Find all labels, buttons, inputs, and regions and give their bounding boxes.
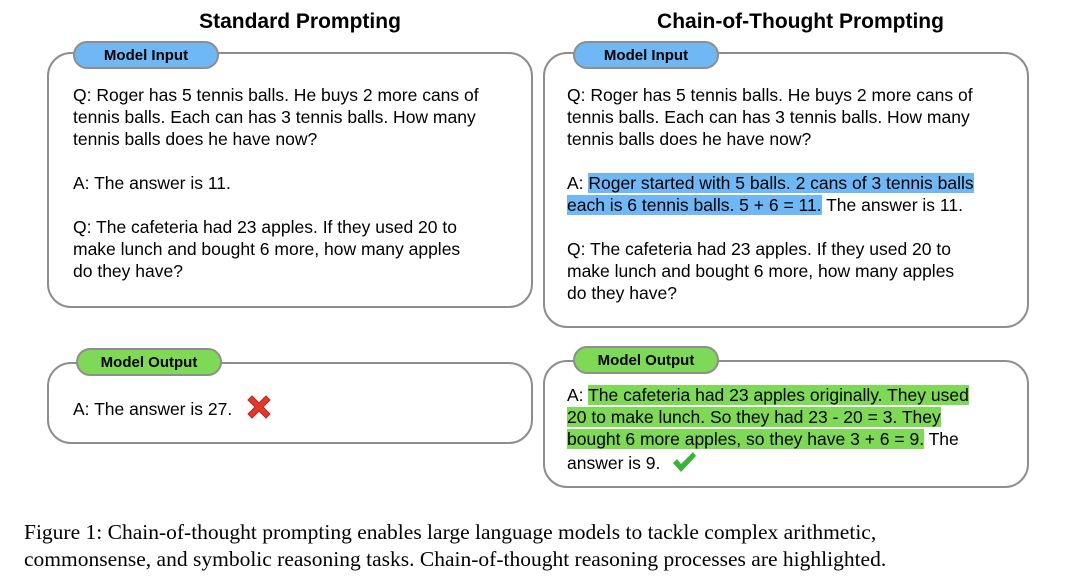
cot-q2-line: make lunch and bought 6 more, how many apples <box>567 261 955 281</box>
standard-output-answer: A: The answer is 27. <box>73 399 233 420</box>
checkmark-icon <box>671 450 697 479</box>
cot-q1-line: tennis balls does he have now? <box>567 129 812 149</box>
cot-output-prefix: A: <box>567 385 589 405</box>
cot-output-line <box>567 384 969 406</box>
standard-output-tag: Model Output <box>76 348 222 376</box>
caption-line: commonsense, and symbolic reasoning tasks. Chain-of-thought reasoning processes are highlighted. <box>24 547 887 571</box>
cot-a1-line <box>567 194 974 216</box>
cot-output-text <box>567 384 969 479</box>
cot-output-line <box>567 450 969 479</box>
cross-icon <box>243 391 275 430</box>
standard-prompting-title: Standard Prompting <box>199 10 401 33</box>
cot-q2-line: do they have? <box>567 283 677 303</box>
cot-output-tag: Model Output <box>573 346 719 374</box>
cot-a1-prefix: A: <box>567 173 589 193</box>
cot-output-reasoning-highlight: bought 6 more apples, so they have 3 + 6 = 9. <box>567 429 925 449</box>
caption-line: Figure 1: Chain-of-thought prompting enables large language models to tackle complex arithmetic, <box>24 520 877 544</box>
standard-q1-line: tennis balls does he have now? <box>73 129 318 149</box>
cot-output-suffix: The <box>924 429 959 449</box>
standard-q2-line: make lunch and bought 6 more, how many apples <box>73 239 461 259</box>
cot-prompting-title: Chain-of-Thought Prompting <box>657 10 944 33</box>
cot-q1-line: Q: Roger has 5 tennis balls. He buys 2 more cans of <box>567 85 973 105</box>
cot-a1-reasoning-highlight: Roger started with 5 balls. 2 cans of 3 tennis balls <box>588 173 974 193</box>
figure-caption <box>24 519 1064 573</box>
cot-a1-reasoning-highlight: each is 6 tennis balls. 5 + 6 = 11. <box>567 195 822 215</box>
cot-output-line <box>567 406 969 428</box>
standard-a1-line: A: The answer is 11. <box>73 173 231 193</box>
cot-output-reasoning-highlight: 20 to make lunch. So they had 23 - 20 = 3. They <box>567 407 941 427</box>
standard-input-tag: Model Input <box>73 41 219 69</box>
standard-q2-line: Q: The cafeteria had 23 apples. If they used 20 to <box>73 217 457 237</box>
cot-a1-suffix: The answer is 11. <box>821 195 963 215</box>
cot-output-final-answer: answer is 9. <box>567 453 661 474</box>
cot-output-line <box>567 428 969 450</box>
standard-q1-line: tennis balls. Each can has 3 tennis balls. How many <box>73 107 476 127</box>
cot-output-reasoning-highlight: The cafeteria had 23 apples originally. They used <box>588 385 969 405</box>
standard-q2-line: do they have? <box>73 261 183 281</box>
standard-q1-line: Q: Roger has 5 tennis balls. He buys 2 more cans of <box>73 85 479 105</box>
cot-a1-line <box>567 172 974 194</box>
standard-input-text <box>73 84 479 282</box>
cot-input-text <box>567 84 974 304</box>
cot-q2-line: Q: The cafeteria had 23 apples. If they used 20 to <box>567 239 951 259</box>
cot-input-tag: Model Input <box>573 41 719 69</box>
standard-output-text <box>73 391 275 430</box>
cot-q1-line: tennis balls. Each can has 3 tennis balls. How many <box>567 107 970 127</box>
